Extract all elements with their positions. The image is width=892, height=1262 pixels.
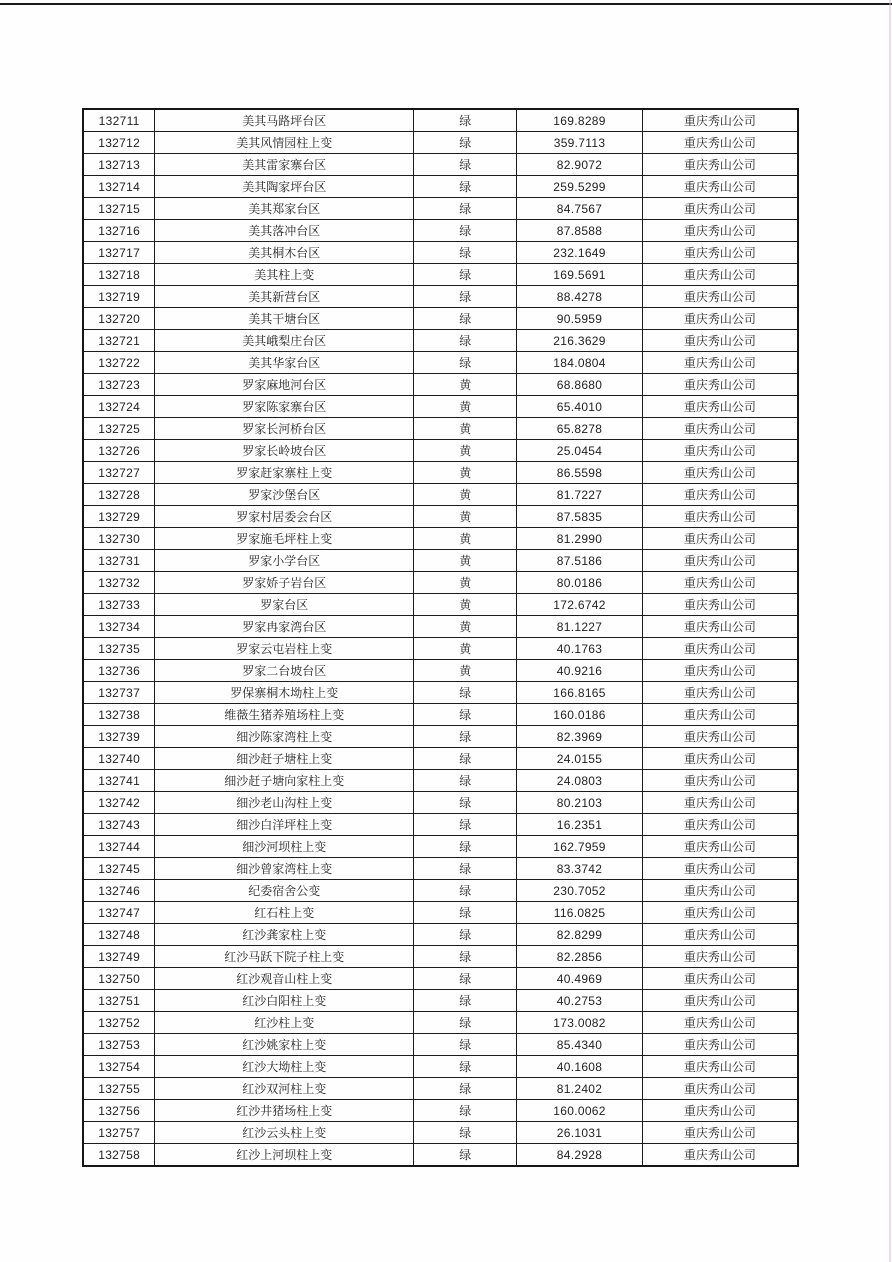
station-name-cell: 红沙姚家柱上变 — [155, 1034, 414, 1056]
row-id-cell: 132724 — [83, 396, 155, 418]
station-name-cell: 细沙赶子塘柱上变 — [155, 748, 414, 770]
table-row — [83, 286, 798, 308]
company-cell: 重庆秀山公司 — [642, 968, 798, 990]
row-id-cell: 132735 — [83, 638, 155, 660]
value-cell: 169.8289 — [517, 109, 642, 132]
value-cell: 81.7227 — [517, 484, 642, 506]
status-color-cell: 绿 — [414, 1012, 517, 1034]
status-color-cell: 黄 — [414, 638, 517, 660]
value-cell: 65.8278 — [517, 418, 642, 440]
table-row — [83, 572, 798, 594]
row-id-cell: 132739 — [83, 726, 155, 748]
row-id-cell: 132743 — [83, 814, 155, 836]
status-color-cell: 绿 — [414, 1122, 517, 1144]
table-row — [83, 814, 798, 836]
station-name-cell: 细沙白洋坪柱上变 — [155, 814, 414, 836]
station-name-cell: 细沙陈家湾柱上变 — [155, 726, 414, 748]
table-row — [83, 770, 798, 792]
status-color-cell: 绿 — [414, 1078, 517, 1100]
station-name-cell: 美其郑家台区 — [155, 198, 414, 220]
table-row — [83, 264, 798, 286]
value-cell: 40.9216 — [517, 660, 642, 682]
station-name-cell: 美其峨梨庄台区 — [155, 330, 414, 352]
company-cell: 重庆秀山公司 — [642, 990, 798, 1012]
company-cell: 重庆秀山公司 — [642, 682, 798, 704]
value-cell: 40.4969 — [517, 968, 642, 990]
status-color-cell: 黄 — [414, 396, 517, 418]
value-cell: 87.8588 — [517, 220, 642, 242]
row-id-cell: 132744 — [83, 836, 155, 858]
station-name-cell: 红沙云头柱上变 — [155, 1122, 414, 1144]
station-name-cell: 罗家施毛坪柱上变 — [155, 528, 414, 550]
station-name-cell: 红石柱上变 — [155, 902, 414, 924]
table-row — [83, 594, 798, 616]
company-cell: 重庆秀山公司 — [642, 814, 798, 836]
station-name-cell: 红沙大坳柱上变 — [155, 1056, 414, 1078]
row-id-cell: 132712 — [83, 132, 155, 154]
value-cell: 25.0454 — [517, 440, 642, 462]
table-row — [83, 506, 798, 528]
company-cell: 重庆秀山公司 — [642, 242, 798, 264]
status-color-cell: 绿 — [414, 308, 517, 330]
status-color-cell: 绿 — [414, 902, 517, 924]
row-id-cell: 132728 — [83, 484, 155, 506]
value-cell: 26.1031 — [517, 1122, 642, 1144]
row-id-cell: 132725 — [83, 418, 155, 440]
row-id-cell: 132721 — [83, 330, 155, 352]
station-name-cell: 美其桐木台区 — [155, 242, 414, 264]
row-id-cell: 132719 — [83, 286, 155, 308]
status-color-cell: 绿 — [414, 748, 517, 770]
value-cell: 116.0825 — [517, 902, 642, 924]
row-id-cell: 132720 — [83, 308, 155, 330]
row-id-cell: 132753 — [83, 1034, 155, 1056]
station-name-cell: 罗家娇子岩台区 — [155, 572, 414, 594]
table-row — [83, 109, 798, 132]
row-id-cell: 132732 — [83, 572, 155, 594]
company-cell: 重庆秀山公司 — [642, 506, 798, 528]
row-id-cell: 132751 — [83, 990, 155, 1012]
company-cell: 重庆秀山公司 — [642, 550, 798, 572]
value-cell: 88.4278 — [517, 286, 642, 308]
value-cell: 16.2351 — [517, 814, 642, 836]
status-color-cell: 绿 — [414, 352, 517, 374]
value-cell: 232.1649 — [517, 242, 642, 264]
table-row — [83, 792, 798, 814]
status-color-cell: 黄 — [414, 660, 517, 682]
row-id-cell: 132741 — [83, 770, 155, 792]
value-cell: 65.4010 — [517, 396, 642, 418]
company-cell: 重庆秀山公司 — [642, 770, 798, 792]
row-id-cell: 132757 — [83, 1122, 155, 1144]
status-color-cell: 绿 — [414, 198, 517, 220]
value-cell: 81.1227 — [517, 616, 642, 638]
station-name-cell: 美其新营台区 — [155, 286, 414, 308]
table-row — [83, 484, 798, 506]
row-id-cell: 132723 — [83, 374, 155, 396]
company-cell: 重庆秀山公司 — [642, 1122, 798, 1144]
row-id-cell: 132747 — [83, 902, 155, 924]
company-cell: 重庆秀山公司 — [642, 748, 798, 770]
company-cell: 重庆秀山公司 — [642, 462, 798, 484]
table-row — [83, 242, 798, 264]
station-name-cell: 罗家沙堡台区 — [155, 484, 414, 506]
row-id-cell: 132737 — [83, 682, 155, 704]
row-id-cell: 132752 — [83, 1012, 155, 1034]
table-row — [83, 308, 798, 330]
station-name-cell: 美其柱上变 — [155, 264, 414, 286]
company-cell: 重庆秀山公司 — [642, 440, 798, 462]
row-id-cell: 132755 — [83, 1078, 155, 1100]
value-cell: 160.0186 — [517, 704, 642, 726]
station-name-cell: 美其风情园柱上变 — [155, 132, 414, 154]
row-id-cell: 132729 — [83, 506, 155, 528]
table-row — [83, 704, 798, 726]
status-color-cell: 绿 — [414, 990, 517, 1012]
table-row — [83, 418, 798, 440]
table-row — [83, 946, 798, 968]
status-color-cell: 绿 — [414, 1034, 517, 1056]
station-name-cell: 罗家陈家寨台区 — [155, 396, 414, 418]
station-name-cell: 美其华家台区 — [155, 352, 414, 374]
row-id-cell: 132726 — [83, 440, 155, 462]
table-row — [83, 198, 798, 220]
row-id-cell: 132718 — [83, 264, 155, 286]
company-cell: 重庆秀山公司 — [642, 1056, 798, 1078]
station-name-cell: 红沙龚家柱上变 — [155, 924, 414, 946]
station-name-cell: 罗家二台坡台区 — [155, 660, 414, 682]
station-name-cell: 罗保寨桐木坳柱上变 — [155, 682, 414, 704]
status-color-cell: 绿 — [414, 836, 517, 858]
status-color-cell: 绿 — [414, 880, 517, 902]
table-row — [83, 528, 798, 550]
table-row — [83, 836, 798, 858]
table-row — [83, 132, 798, 154]
station-name-cell: 罗家赶家寨柱上变 — [155, 462, 414, 484]
value-cell: 24.0155 — [517, 748, 642, 770]
value-cell: 359.7113 — [517, 132, 642, 154]
row-id-cell: 132750 — [83, 968, 155, 990]
row-id-cell: 132748 — [83, 924, 155, 946]
table-row — [83, 550, 798, 572]
row-id-cell: 132727 — [83, 462, 155, 484]
value-cell: 169.5691 — [517, 264, 642, 286]
table-row — [83, 1034, 798, 1056]
station-name-cell: 红沙井猪场柱上变 — [155, 1100, 414, 1122]
station-name-cell: 细沙曾家湾柱上变 — [155, 858, 414, 880]
row-id-cell: 132730 — [83, 528, 155, 550]
row-id-cell: 132711 — [83, 109, 155, 132]
company-cell: 重庆秀山公司 — [642, 704, 798, 726]
company-cell: 重庆秀山公司 — [642, 264, 798, 286]
company-cell: 重庆秀山公司 — [642, 902, 798, 924]
station-name-cell: 细沙河坝柱上变 — [155, 836, 414, 858]
status-color-cell: 绿 — [414, 1056, 517, 1078]
status-color-cell: 绿 — [414, 176, 517, 198]
station-name-cell: 红沙双河柱上变 — [155, 1078, 414, 1100]
value-cell: 80.2103 — [517, 792, 642, 814]
station-name-cell: 美其陶家坪台区 — [155, 176, 414, 198]
company-cell: 重庆秀山公司 — [642, 946, 798, 968]
station-name-cell: 罗家麻地河台区 — [155, 374, 414, 396]
value-cell: 216.3629 — [517, 330, 642, 352]
station-name-cell: 维薇生猪养殖场柱上变 — [155, 704, 414, 726]
status-color-cell: 黄 — [414, 440, 517, 462]
station-name-cell: 罗家长河桥台区 — [155, 418, 414, 440]
table-row — [83, 924, 798, 946]
row-id-cell: 132715 — [83, 198, 155, 220]
company-cell: 重庆秀山公司 — [642, 616, 798, 638]
station-name-cell: 红沙马跃下院子柱上变 — [155, 946, 414, 968]
row-id-cell: 132742 — [83, 792, 155, 814]
value-cell: 173.0082 — [517, 1012, 642, 1034]
value-cell: 81.2990 — [517, 528, 642, 550]
status-color-cell: 黄 — [414, 594, 517, 616]
station-name-cell: 美其干塘台区 — [155, 308, 414, 330]
table-row — [83, 1078, 798, 1100]
row-id-cell: 132756 — [83, 1100, 155, 1122]
station-name-cell: 红沙上河坝柱上变 — [155, 1144, 414, 1167]
row-id-cell: 132738 — [83, 704, 155, 726]
value-cell: 68.8680 — [517, 374, 642, 396]
row-id-cell: 132740 — [83, 748, 155, 770]
table-row — [83, 638, 798, 660]
station-name-cell: 细沙老山沟柱上变 — [155, 792, 414, 814]
value-cell: 40.1608 — [517, 1056, 642, 1078]
station-name-cell: 细沙赶子塘向家柱上变 — [155, 770, 414, 792]
status-color-cell: 黄 — [414, 550, 517, 572]
status-color-cell: 绿 — [414, 946, 517, 968]
status-color-cell: 绿 — [414, 109, 517, 132]
status-color-cell: 黄 — [414, 506, 517, 528]
value-cell: 162.7959 — [517, 836, 642, 858]
status-color-cell: 绿 — [414, 858, 517, 880]
station-name-cell: 美其马路坪台区 — [155, 109, 414, 132]
company-cell: 重庆秀山公司 — [642, 1100, 798, 1122]
company-cell: 重庆秀山公司 — [642, 726, 798, 748]
status-color-cell: 绿 — [414, 220, 517, 242]
company-cell: 重庆秀山公司 — [642, 1078, 798, 1100]
company-cell: 重庆秀山公司 — [642, 198, 798, 220]
company-cell: 重庆秀山公司 — [642, 660, 798, 682]
row-id-cell: 132745 — [83, 858, 155, 880]
table-row — [83, 374, 798, 396]
value-cell: 82.8299 — [517, 924, 642, 946]
row-id-cell: 132749 — [83, 946, 155, 968]
status-color-cell: 黄 — [414, 616, 517, 638]
company-cell: 重庆秀山公司 — [642, 109, 798, 132]
row-id-cell: 132713 — [83, 154, 155, 176]
station-name-cell: 罗家村居委会台区 — [155, 506, 414, 528]
value-cell: 259.5299 — [517, 176, 642, 198]
status-color-cell: 绿 — [414, 1144, 517, 1167]
row-id-cell: 132717 — [83, 242, 155, 264]
station-name-cell: 罗家台区 — [155, 594, 414, 616]
table-row — [83, 682, 798, 704]
value-cell: 40.1763 — [517, 638, 642, 660]
row-id-cell: 132716 — [83, 220, 155, 242]
value-cell: 81.2402 — [517, 1078, 642, 1100]
row-id-cell: 132758 — [83, 1144, 155, 1167]
value-cell: 24.0803 — [517, 770, 642, 792]
value-cell: 160.0062 — [517, 1100, 642, 1122]
row-id-cell: 132733 — [83, 594, 155, 616]
status-color-cell: 绿 — [414, 682, 517, 704]
table-row — [83, 858, 798, 880]
value-cell: 184.0804 — [517, 352, 642, 374]
table-row — [83, 1122, 798, 1144]
value-cell: 87.5186 — [517, 550, 642, 572]
company-cell: 重庆秀山公司 — [642, 154, 798, 176]
scan-artifact-right-line — [889, 0, 891, 1262]
company-cell: 重庆秀山公司 — [642, 308, 798, 330]
station-name-cell: 红沙观音山柱上变 — [155, 968, 414, 990]
table-row — [83, 462, 798, 484]
status-color-cell: 黄 — [414, 418, 517, 440]
status-color-cell: 绿 — [414, 242, 517, 264]
status-color-cell: 绿 — [414, 770, 517, 792]
status-color-cell: 黄 — [414, 374, 517, 396]
value-cell: 166.8165 — [517, 682, 642, 704]
company-cell: 重庆秀山公司 — [642, 484, 798, 506]
status-color-cell: 绿 — [414, 132, 517, 154]
row-id-cell: 132754 — [83, 1056, 155, 1078]
company-cell: 重庆秀山公司 — [642, 638, 798, 660]
company-cell: 重庆秀山公司 — [642, 858, 798, 880]
status-color-cell: 绿 — [414, 924, 517, 946]
company-cell: 重庆秀山公司 — [642, 594, 798, 616]
value-cell: 84.7567 — [517, 198, 642, 220]
station-name-cell: 罗家小学台区 — [155, 550, 414, 572]
status-color-cell: 绿 — [414, 726, 517, 748]
status-color-cell: 黄 — [414, 528, 517, 550]
table-row — [83, 726, 798, 748]
status-color-cell: 黄 — [414, 462, 517, 484]
station-name-cell: 罗家长岭坡台区 — [155, 440, 414, 462]
table-row — [83, 220, 798, 242]
table-body — [83, 109, 798, 1166]
company-cell: 重庆秀山公司 — [642, 286, 798, 308]
status-color-cell: 绿 — [414, 792, 517, 814]
table-row — [83, 880, 798, 902]
value-cell: 82.2856 — [517, 946, 642, 968]
company-cell: 重庆秀山公司 — [642, 836, 798, 858]
company-cell: 重庆秀山公司 — [642, 374, 798, 396]
value-cell: 80.0186 — [517, 572, 642, 594]
value-cell: 40.2753 — [517, 990, 642, 1012]
company-cell: 重庆秀山公司 — [642, 792, 798, 814]
table-row — [83, 1012, 798, 1034]
value-cell: 82.3969 — [517, 726, 642, 748]
company-cell: 重庆秀山公司 — [642, 132, 798, 154]
value-cell: 83.3742 — [517, 858, 642, 880]
company-cell: 重庆秀山公司 — [642, 528, 798, 550]
value-cell: 84.2928 — [517, 1144, 642, 1167]
station-name-cell: 美其落冲台区 — [155, 220, 414, 242]
company-cell: 重庆秀山公司 — [642, 1144, 798, 1167]
company-cell: 重庆秀山公司 — [642, 1012, 798, 1034]
row-id-cell: 132736 — [83, 660, 155, 682]
station-name-cell: 美其雷家寨台区 — [155, 154, 414, 176]
company-cell: 重庆秀山公司 — [642, 220, 798, 242]
station-name-cell: 罗家云屯岩柱上变 — [155, 638, 414, 660]
table-row — [83, 748, 798, 770]
station-data-table — [82, 108, 799, 1167]
table-row — [83, 616, 798, 638]
company-cell: 重庆秀山公司 — [642, 330, 798, 352]
status-color-cell: 绿 — [414, 264, 517, 286]
table-row — [83, 352, 798, 374]
value-cell: 87.5835 — [517, 506, 642, 528]
table-row — [83, 660, 798, 682]
company-cell: 重庆秀山公司 — [642, 880, 798, 902]
value-cell: 82.9072 — [517, 154, 642, 176]
status-color-cell: 绿 — [414, 154, 517, 176]
status-color-cell: 绿 — [414, 330, 517, 352]
table-row — [83, 968, 798, 990]
value-cell: 230.7052 — [517, 880, 642, 902]
company-cell: 重庆秀山公司 — [642, 572, 798, 594]
station-name-cell: 红沙柱上变 — [155, 1012, 414, 1034]
station-name-cell: 纪委宿舍公变 — [155, 880, 414, 902]
station-name-cell: 罗家冉家湾台区 — [155, 616, 414, 638]
row-id-cell: 132734 — [83, 616, 155, 638]
table-row — [83, 396, 798, 418]
company-cell: 重庆秀山公司 — [642, 418, 798, 440]
row-id-cell: 132731 — [83, 550, 155, 572]
table-row — [83, 990, 798, 1012]
company-cell: 重庆秀山公司 — [642, 1034, 798, 1056]
row-id-cell: 132714 — [83, 176, 155, 198]
company-cell: 重庆秀山公司 — [642, 396, 798, 418]
table-row — [83, 1100, 798, 1122]
table-row — [83, 902, 798, 924]
status-color-cell: 绿 — [414, 1100, 517, 1122]
status-color-cell: 绿 — [414, 704, 517, 726]
table-row — [83, 154, 798, 176]
value-cell: 172.6742 — [517, 594, 642, 616]
value-cell: 86.5598 — [517, 462, 642, 484]
table-row — [83, 330, 798, 352]
scan-artifact-top-line — [0, 3, 892, 5]
table-row — [83, 440, 798, 462]
status-color-cell: 绿 — [414, 968, 517, 990]
row-id-cell: 132746 — [83, 880, 155, 902]
table-row — [83, 176, 798, 198]
station-name-cell: 红沙白阳柱上变 — [155, 990, 414, 1012]
value-cell: 90.5959 — [517, 308, 642, 330]
status-color-cell: 绿 — [414, 814, 517, 836]
row-id-cell: 132722 — [83, 352, 155, 374]
company-cell: 重庆秀山公司 — [642, 176, 798, 198]
status-color-cell: 黄 — [414, 484, 517, 506]
status-color-cell: 绿 — [414, 286, 517, 308]
company-cell: 重庆秀山公司 — [642, 924, 798, 946]
status-color-cell: 黄 — [414, 572, 517, 594]
table-row — [83, 1144, 798, 1167]
company-cell: 重庆秀山公司 — [642, 352, 798, 374]
table-row — [83, 1056, 798, 1078]
value-cell: 85.4340 — [517, 1034, 642, 1056]
